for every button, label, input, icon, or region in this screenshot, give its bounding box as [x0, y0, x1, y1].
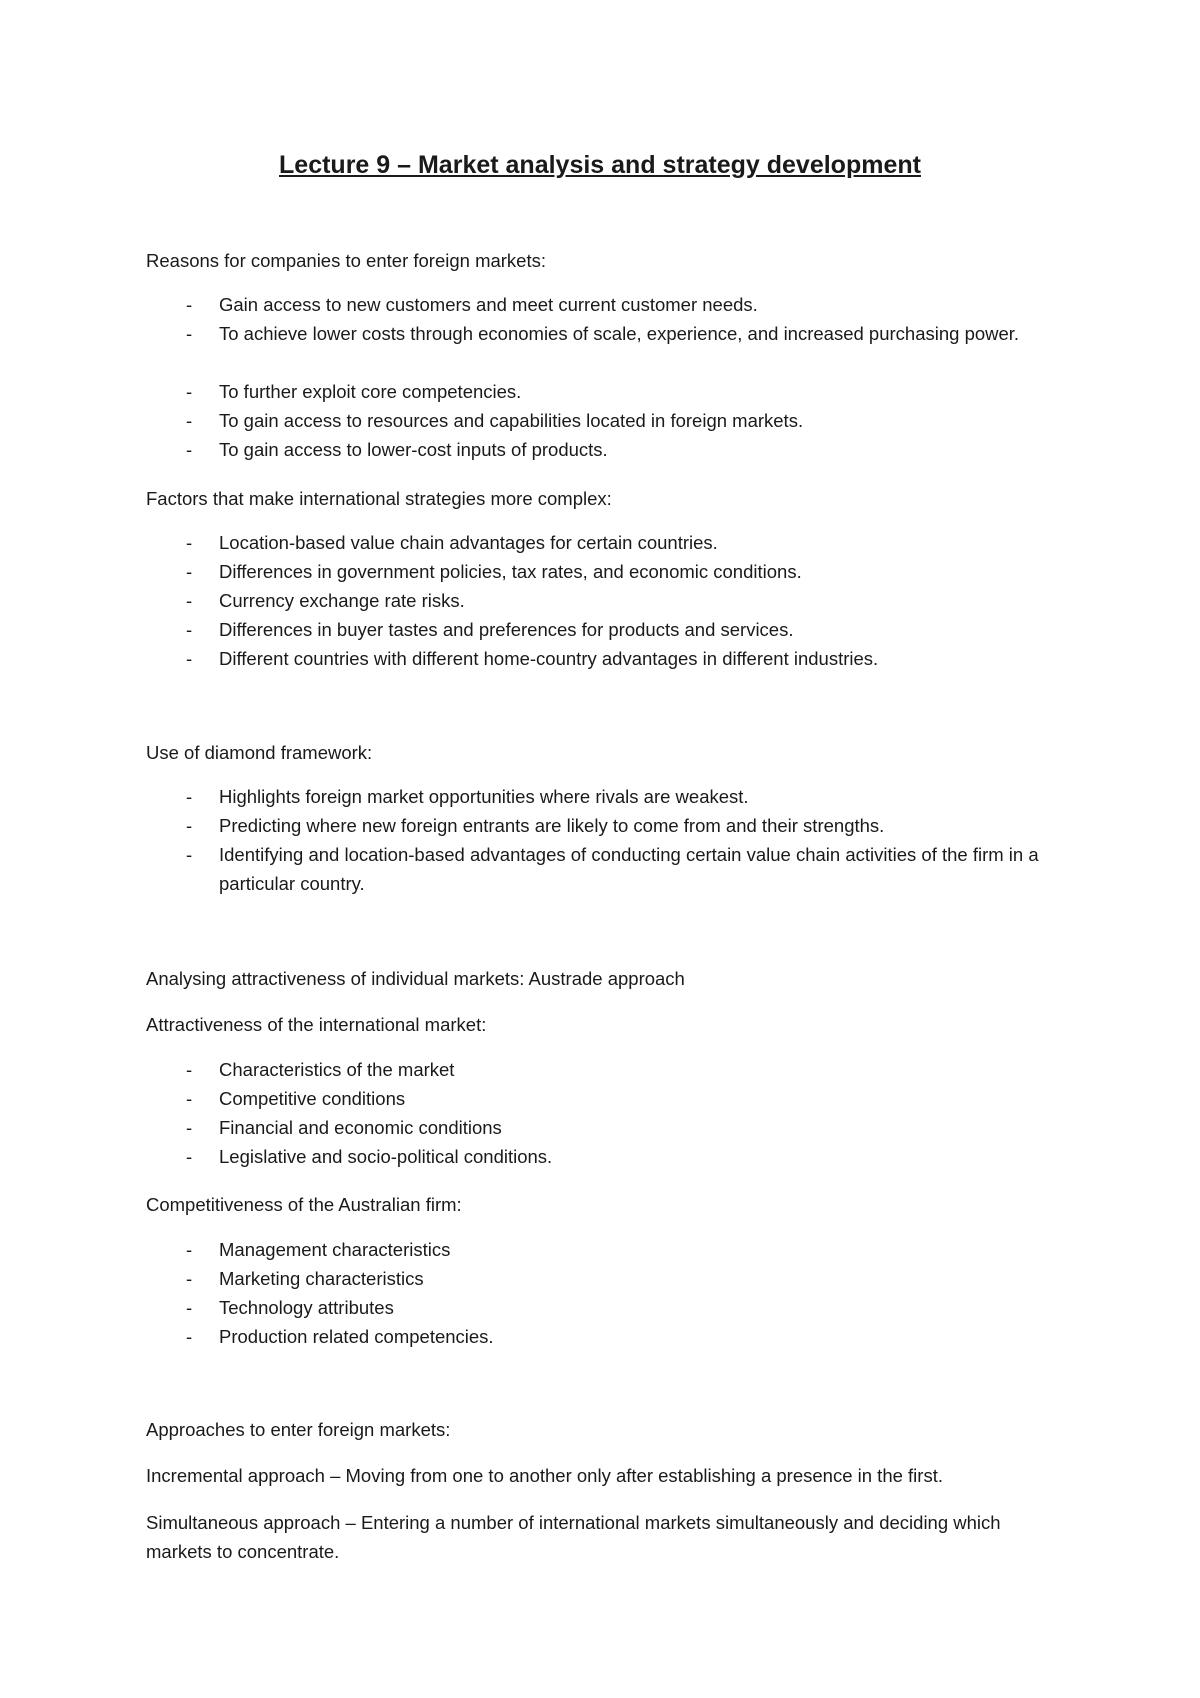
list-item: Differences in government policies, tax rates, and economic conditions.: [219, 561, 802, 582]
bullet-dash: -: [186, 1117, 193, 1138]
bullet-dash: -: [186, 1088, 193, 1109]
subheading-competitiveness: Competitiveness of the Australian firm:: [146, 1194, 462, 1215]
list-item: Identifying and location-based advantages of conducting certain value chain activities of the firm in a particular country.: [219, 844, 1039, 894]
bullet-dash: -: [186, 1326, 193, 1347]
bullet-dash: -: [186, 561, 193, 582]
list-item: Differences in buyer tastes and preferences for products and services.: [219, 619, 794, 640]
list-item: Production related competencies.: [219, 1326, 494, 1347]
subheading-attractiveness: Attractiveness of the international market:: [146, 1014, 487, 1035]
list-item: Location-based value chain advantages for certain countries.: [219, 532, 718, 553]
bullet-dash: -: [186, 815, 193, 836]
bullet-dash: -: [186, 323, 193, 344]
bullet-dash: -: [186, 410, 193, 431]
bullet-dash: -: [186, 619, 193, 640]
section-heading-factors: Factors that make international strategies more complex:: [146, 488, 612, 509]
bullet-dash: -: [186, 648, 193, 669]
list-item: To further exploit core competencies.: [219, 381, 522, 402]
section-heading-approaches: Approaches to enter foreign markets:: [146, 1419, 451, 1440]
bullet-dash: -: [186, 532, 193, 553]
list-item: Currency exchange rate risks.: [219, 590, 465, 611]
page-title: Lecture 9 – Market analysis and strategy development: [279, 151, 921, 179]
section-heading-reasons: Reasons for companies to enter foreign markets:: [146, 250, 546, 271]
section-heading-austrade: Analysing attractiveness of individual markets: Austrade approach: [146, 968, 685, 989]
list-item: Different countries with different home-country advantages in different industries.: [219, 648, 879, 669]
paragraph-simultaneous: Simultaneous approach – Entering a number of international markets simultaneously and deciding which markets to concentrate.: [146, 1512, 1001, 1562]
list-item: Predicting where new foreign entrants are likely to come from and their strengths.: [219, 815, 885, 836]
bullet-dash: -: [186, 1059, 193, 1080]
bullet-dash: -: [186, 1297, 193, 1318]
section-heading-diamond: Use of diamond framework:: [146, 742, 373, 763]
bullet-dash: -: [186, 1146, 193, 1167]
bullet-dash: -: [186, 786, 193, 807]
bullet-dash: -: [186, 1239, 193, 1260]
bullet-dash: -: [186, 439, 193, 460]
list-item: Financial and economic conditions: [219, 1117, 502, 1138]
bullet-dash: -: [186, 590, 193, 611]
list-item: Marketing characteristics: [219, 1268, 424, 1289]
list-item: To achieve lower costs through economies of scale, experience, and increased purchasing power.: [219, 323, 1020, 344]
list-item: Management characteristics: [219, 1239, 451, 1260]
list-item: To gain access to resources and capabilities located in foreign markets.: [219, 410, 804, 431]
list-item: Technology attributes: [219, 1297, 394, 1318]
bullet-dash: -: [186, 1268, 193, 1289]
list-item: Characteristics of the market: [219, 1059, 455, 1080]
list-item: Highlights foreign market opportunities where rivals are weakest.: [219, 786, 749, 807]
bullet-dash: -: [186, 294, 193, 315]
bullet-dash: -: [186, 844, 193, 865]
list-item: Legislative and socio-political conditions.: [219, 1146, 553, 1167]
list-item: Competitive conditions: [219, 1088, 406, 1109]
list-item: To gain access to lower-cost inputs of products.: [219, 439, 608, 460]
list-item: Gain access to new customers and meet current customer needs.: [219, 294, 758, 315]
paragraph-incremental: Incremental approach – Moving from one to another only after establishing a presence in the first.: [146, 1465, 943, 1486]
bullet-dash: -: [186, 381, 193, 402]
